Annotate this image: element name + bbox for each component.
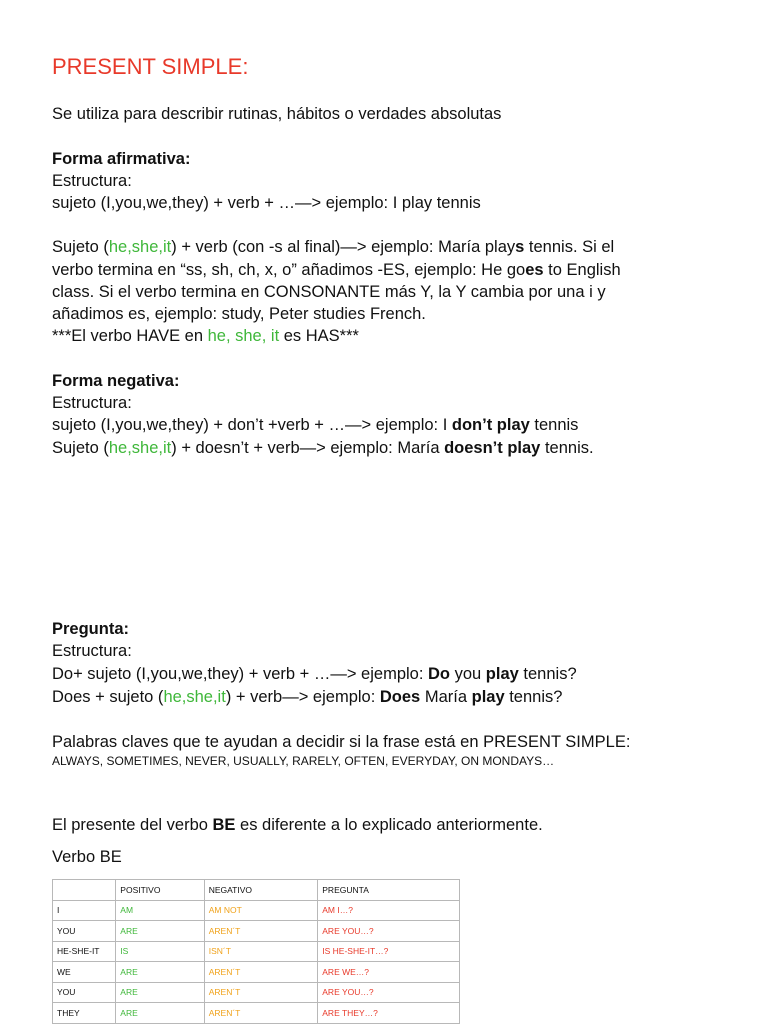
question-cell: ARE THEY…? (318, 1003, 460, 1024)
text-segment: El presente del verbo (52, 816, 213, 834)
table-header-row (53, 880, 460, 901)
negative-heading: Forma negativa: (52, 372, 180, 390)
table-row (53, 962, 460, 983)
negative-cell: ISN´T (204, 941, 318, 962)
bold-example: play (485, 665, 519, 683)
text-segment: es diferente a lo explicado anteriormente. (235, 816, 543, 834)
text-segment: verbo termina en “ss, sh, ch, x, o” añadimos -ES, ejemplo: He go (52, 261, 526, 279)
affirmative-rule-es (52, 259, 621, 281)
question-rule-singular (52, 686, 562, 708)
bold-example: play (471, 688, 505, 706)
positive-cell: ARE (116, 1003, 204, 1024)
positive-cell: AM (116, 900, 204, 921)
table-header-cell: NEGATIVO (204, 880, 318, 901)
negative-cell: AREN´T (204, 1003, 318, 1024)
text-segment: to English (543, 261, 621, 279)
subject-cell: I (53, 900, 116, 921)
text-segment: ) + doesn’t + verb—> ejemplo: María (171, 439, 445, 457)
affirmative-rule-plural: sujeto (I,you,we,they) + verb + …—> ejemplo: I play tennis (52, 194, 481, 212)
text-segment: tennis (529, 416, 579, 434)
bold-example: doesn’t play (444, 439, 541, 457)
question-structure-label: Estructura: (52, 642, 132, 660)
subject-cell: YOU (53, 921, 116, 942)
positive-cell: IS (116, 941, 204, 962)
text-segment: tennis? (504, 688, 563, 706)
pronouns-highlight: he,she,it (108, 439, 172, 457)
have-rule (52, 325, 359, 347)
page-title: PRESENT SIMPLE: (52, 54, 249, 79)
positive-cell: ARE (116, 921, 204, 942)
question-cell: ARE WE…? (318, 962, 460, 983)
affirmative-heading: Forma afirmativa: (52, 150, 191, 168)
text-segment: tennis. (540, 439, 594, 457)
question-cell: AM I…? (318, 900, 460, 921)
table-row (53, 1003, 460, 1024)
text-segment: Do+ sujeto (I,you,we,they) + verb + …—> ejemplo: (52, 665, 429, 683)
positive-cell: ARE (116, 982, 204, 1003)
text-segment: ) + verb—> ejemplo: (225, 688, 380, 706)
pronouns-highlight: he,she,it (163, 688, 226, 706)
keywords-list: ALWAYS, SOMETIMES, NEVER, USUALLY, RARELY, OFTEN, EVERYDAY, ON MONDAYS… (52, 754, 555, 768)
bold-example: Does (379, 688, 421, 706)
affirmative-rule-consonant: class. Si el verbo termina en CONSONANTE más Y, la Y cambia por una i y (52, 283, 606, 301)
question-heading: Pregunta: (52, 620, 130, 638)
negative-cell: AREN´T (204, 982, 318, 1003)
table-header-cell: PREGUNTA (318, 880, 460, 901)
negative-rule-plural (52, 414, 578, 436)
negative-cell: AREN´T (204, 921, 318, 942)
subject-cell: THEY (53, 1003, 116, 1024)
table-row (53, 941, 460, 962)
be-intro (52, 814, 543, 836)
negative-cell: AM NOT (204, 900, 318, 921)
table-row (53, 921, 460, 942)
text-segment: you (450, 665, 486, 683)
table-row (53, 982, 460, 1003)
text-segment: sujeto (I,you,we,they) + don’t +verb + …—> ejemplo: I (52, 416, 452, 434)
pronouns-highlight: he,she,it (108, 238, 172, 256)
negative-structure-label: Estructura: (52, 394, 132, 412)
bold-example: Do (428, 665, 451, 683)
text-segment: Does + sujeto ( (52, 688, 164, 706)
text-segment: ) + verb (con -s al final)—> ejemplo: María play (171, 238, 516, 256)
question-cell: ARE YOU…? (318, 921, 460, 942)
keywords-intro: Palabras claves que te ayudan a decidir si la frase está en PRESENT SIMPLE: (52, 733, 631, 751)
table-row (53, 900, 460, 921)
text-segment: tennis. Si el (524, 238, 615, 256)
text-segment: es HAS*** (279, 327, 359, 345)
affirmative-rule-singular (52, 236, 614, 258)
table-header-cell: POSITIVO (116, 880, 204, 901)
intro-text: Se utiliza para describir rutinas, hábitos o verdades absolutas (52, 105, 502, 123)
negative-rule-singular (52, 437, 594, 459)
bold-example: don’t play (451, 416, 530, 434)
bold-example: BE (212, 816, 236, 834)
text-segment: Sujeto ( (52, 439, 109, 457)
pronouns-highlight: he, she, it (207, 327, 280, 345)
negative-cell: AREN´T (204, 962, 318, 983)
suffix-highlight: s (515, 238, 525, 256)
question-rule-plural (52, 663, 577, 685)
affirmative-rule-example: añadimos es, ejemplo: study, Peter studies French. (52, 305, 426, 323)
text-segment: Sujeto ( (52, 238, 109, 256)
table-header-cell (53, 880, 116, 901)
subject-cell: HE-SHE-IT (53, 941, 116, 962)
text-segment: ***El verbo HAVE en (52, 327, 208, 345)
text-segment: tennis? (518, 665, 577, 683)
subject-cell: YOU (53, 982, 116, 1003)
be-heading: Verbo BE (52, 848, 122, 866)
question-cell: ARE YOU…? (318, 982, 460, 1003)
verb-be-table (52, 879, 460, 1024)
subject-cell: WE (53, 962, 116, 983)
text-segment: María (420, 688, 472, 706)
affirmative-structure-label: Estructura: (52, 172, 132, 190)
suffix-highlight: es (525, 261, 544, 279)
question-cell: IS HE-SHE-IT…? (318, 941, 460, 962)
positive-cell: ARE (116, 962, 204, 983)
